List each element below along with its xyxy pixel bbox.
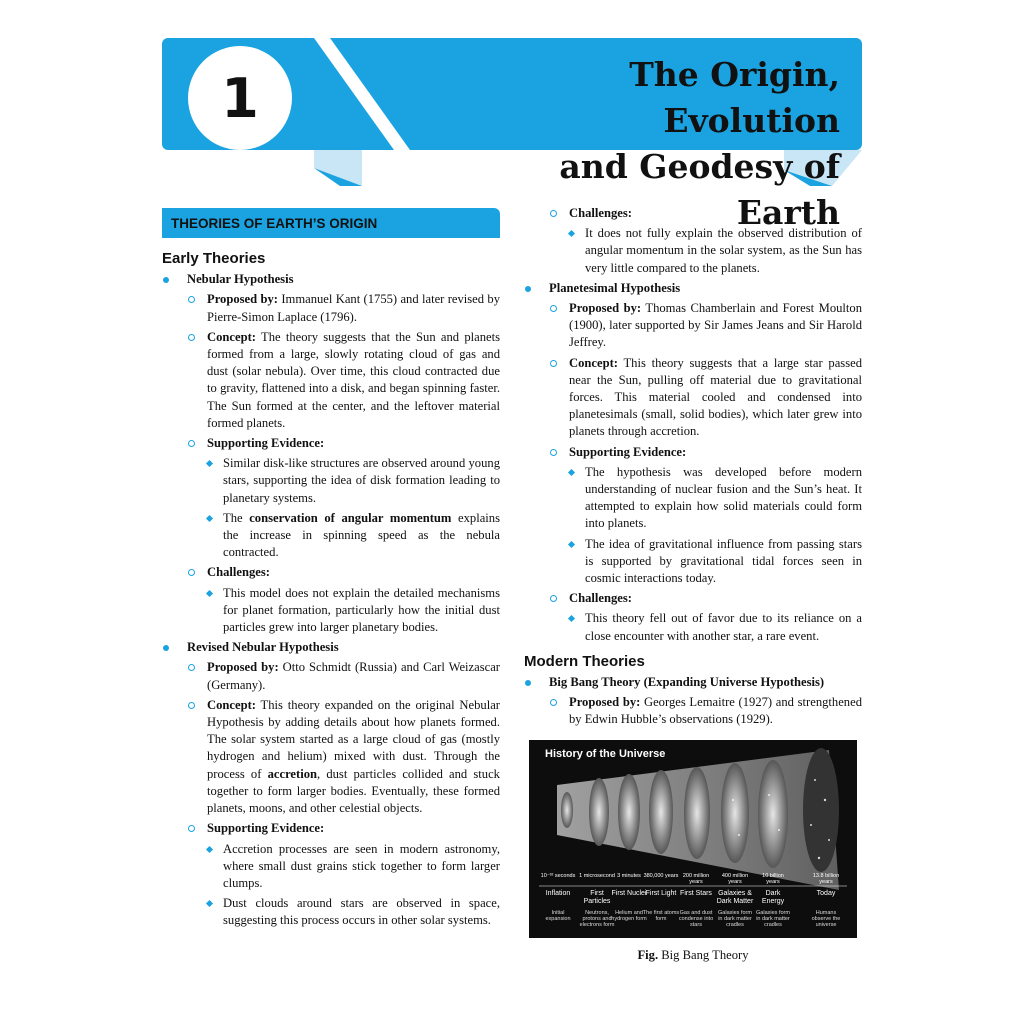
stage-name: Dark Energy (761, 890, 785, 905)
right-column (524, 205, 862, 732)
revised-proposed: Proposed by: Otto Schmidt (Russia) and Carl Weizascar (Germany). (162, 659, 500, 693)
planetesimal-concept: Concept: This theory suggests that a large star passed near the Sun, pulling off material due to gravitational forces. This material cooled and condensed into planetesimals (small, solid bodies), which later grew into planets through accretion. (524, 355, 862, 441)
early-theories-heading: Early Theories (162, 250, 266, 267)
revised-evidence-label: Supporting Evidence: (162, 820, 500, 837)
stage-description: Helium and hydrogen form (611, 910, 647, 923)
planetesimal-evidence-label: Supporting Evidence: (524, 444, 862, 461)
chapter-number: 1 (188, 46, 292, 150)
revised-challenge-1: It does not fully explain the observed distribution of angular momentum in the solar system, as the Sun has very little compared to the planets. (524, 225, 862, 277)
left-column (162, 208, 500, 933)
stage-description: Initial expansion (545, 910, 571, 923)
nebular-challenge-1: This model does not explain the detailed mechanisms for planet formation, particularly how the initial dust particles grew into larger planetary bodies. (162, 585, 500, 637)
universe-expansion-illustration (529, 740, 857, 938)
planetesimal-evidence-2: The idea of gravitational influence from passing stars is supported by gravitational tidal forces seen in cosmic interactions today. (524, 536, 862, 588)
revised-evidence-2: Dust clouds around stars are observed in space, suggesting this process occurs in other solar systems. (162, 895, 500, 929)
stage-description: Humans observe the universe (811, 910, 841, 929)
nebular-concept: Concept: The theory suggests that the Sun and planets formed from a large, slowly rotating cloud of gas and dust (solar nebula). Over time, this cloud contracted due to gravity, flattened into a disk, and began spinning faster. The Sun formed at the center, and the leftover material formed planets. (162, 329, 500, 432)
stage-name: First Stars (680, 890, 712, 897)
modern-theories-heading: Modern Theories (524, 652, 645, 670)
planetesimal-evidence-1: The hypothesis was developed before modern understanding of nuclear fusion and the Sun’s heat. It attempted to explain how solid materials could form into planets. (524, 464, 862, 533)
planetesimal-challenge-1: This theory fell out of favor due to its reliance on a close encounter with another star, a rare event. (524, 610, 862, 644)
nebular-evidence-label: Supporting Evidence: (162, 435, 500, 452)
planetesimal-title: Planetesimal Hypothesis (524, 280, 862, 297)
stage-time: 380,000 years (643, 873, 679, 879)
stage-name: Inflation (545, 890, 571, 897)
revised-concept: Concept: This theory expanded on the original Nebular Hypothesis by adding details about how planets formed. The solar system started as a large cloud of gas (mostly hydrogen and helium) mixed with dust. Through the process of accretion, dust particles collided and stuck together to form larger bodies. Eventually, these formed planets, moons, and other celestial objects. (162, 697, 500, 817)
stage-name: First Nuclei (611, 890, 647, 897)
big-bang-title: Big Bang Theory (Expanding Universe Hypothesis) (524, 674, 862, 691)
stage-description: Gas and dust condense into stars (678, 910, 714, 929)
big-bang-figure (529, 740, 857, 938)
stage-time: 1 microsecond (579, 873, 615, 879)
stage-description: Galaxies form in dark matter cradles (718, 910, 752, 929)
stage-time: 13.8 billion years (812, 873, 840, 885)
nebular-challenges-label: Challenges: (162, 564, 500, 581)
figure-title: History of the Universe (545, 748, 666, 760)
nebular-hypothesis-title: Nebular Hypothesis (162, 271, 500, 288)
section-title: THEORIES OF EARTH’S ORIGIN (162, 208, 500, 238)
nebular-proposed: Proposed by: Immanuel Kant (1755) and later revised by Pierre-Simon Laplace (1796). (162, 291, 500, 325)
stage-time: 200 million years (682, 873, 710, 885)
chapter-title-line2: and Geodesy of Earth (559, 147, 840, 232)
figure-caption: Fig. Big Bang Theory (637, 948, 749, 962)
stage-name: First Light (645, 890, 677, 897)
nebular-evidence-1: Similar disk-like structures are observed around young stars, supporting the idea of disk formation leading to planetary systems. (162, 455, 500, 507)
stage-time: 3 minutes (617, 873, 641, 879)
stage-name: First Particles (583, 890, 611, 905)
planetesimal-proposed: Proposed by: Thomas Chamberlain and Forest Moulton (1900), later supported by Sir James Jeans and Sir Harold Jeffrey. (524, 300, 862, 352)
stage-time: 10⁻³² seconds (540, 873, 576, 879)
stage-time: 400 million years (721, 873, 749, 885)
revised-challenges-label: Challenges: (524, 205, 862, 222)
planetesimal-challenges-label: Challenges: (524, 590, 862, 607)
stage-name: Today (816, 890, 836, 897)
stage-description: The first atoms form (642, 910, 680, 923)
nebular-evidence-2: The conservation of angular momentum explains the increase in spinning speed as the nebula contracted. (162, 510, 500, 562)
stage-description: Galaxies form in dark matter cradles (756, 910, 790, 929)
big-bang-proposed: Proposed by: Georges Lemaitre (1927) and strengthened by Edwin Hubble’s observations (1929). (524, 694, 862, 728)
stage-name: Galaxies & Dark Matter (716, 890, 754, 905)
revised-evidence-1: Accretion processes are seen in modern astronomy, where small dust grains stick together to form larger clumps. (162, 841, 500, 893)
revised-nebular-title: Revised Nebular Hypothesis (162, 639, 500, 656)
stage-time: 10 billion years (762, 873, 784, 885)
chapter-title-line1: The Origin, Evolution (629, 55, 840, 140)
stage-description: Neutrons, protons and electrons form (579, 910, 615, 929)
